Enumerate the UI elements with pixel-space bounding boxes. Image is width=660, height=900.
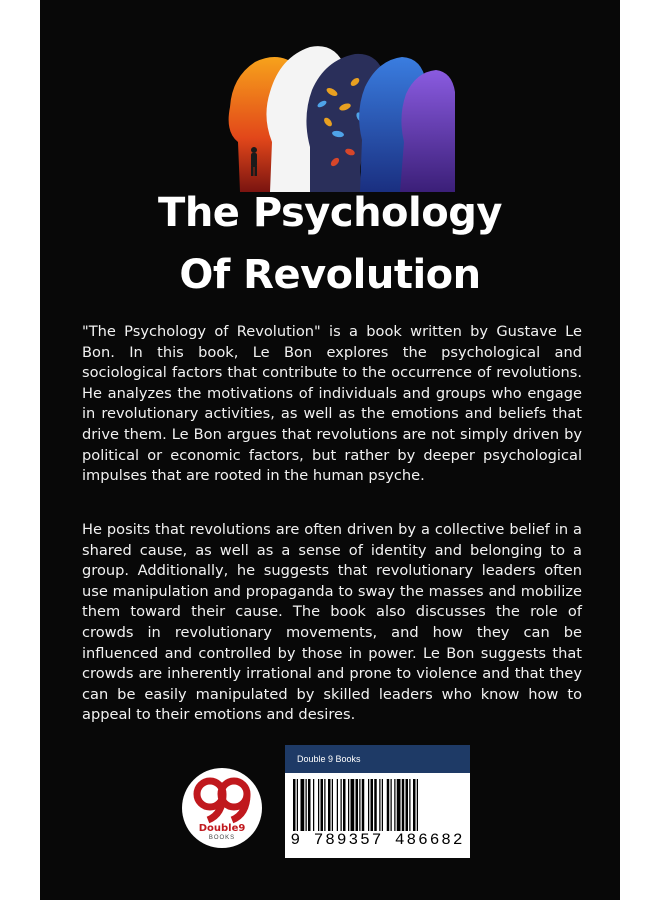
barcode-bar <box>359 779 360 831</box>
barcode-bar <box>362 779 365 831</box>
barcode-bar <box>313 779 314 831</box>
barcode-bar <box>324 779 325 831</box>
barcode-bar <box>328 779 331 831</box>
barcode-bar <box>321 779 324 831</box>
barcode-bar <box>374 779 377 831</box>
barcode-publisher-label: Double 9 Books <box>285 745 470 773</box>
barcode-bar <box>348 779 349 831</box>
isbn-number: 9 789357 486682 <box>290 831 465 849</box>
barcode-bar <box>409 779 410 831</box>
barcode-bar <box>368 779 369 831</box>
barcode-bar <box>406 779 409 831</box>
description-paragraph-1: "The Psychology of Revolution" is a book written by Gustave Le Bon. In this book, Le Bon explores the psychological and sociological factors that contribute to the occurrence of revolutions. He analyzes the motivations of individuals and groups who engage in revolutionary activities, as well as the emotions and beliefs that drive them. Le Bon argues that revolutions are not simply driven by political or economic factors, but rather by deeper psychological impulses that are rooted in the human psyche. <box>82 323 582 485</box>
barcode-bar <box>417 779 418 831</box>
barcode-bar <box>337 779 338 831</box>
barcode-bar <box>293 779 296 831</box>
barcode-bar <box>371 779 374 831</box>
description-paragraph-2: He posits that revolutions are often driven by a collective belief in a shared cause, as well as a sense of identity and belonging to a group. Additionally, he suggests that revolutionary leaders often use manipulation and propaganda to sway the masses and mobilize them toward their cause. The book also discusses the role of crowds in revolutionary movements, and how they can be influenced and controlled by those in power. Le Bon suggests that crowds are inherently irrational and prone to violence and that they can be easily manipulated by skilled leaders who know how to appeal to their emotions and desires. <box>82 521 582 724</box>
silhouette-artwork <box>210 22 455 192</box>
barcode-bar <box>413 779 416 831</box>
barcode-bar <box>397 779 401 831</box>
book-title-line-2: Of Revolution <box>179 252 481 298</box>
barcode-bar <box>306 779 307 831</box>
barcode-bar <box>308 779 311 831</box>
barcode-box <box>285 745 470 858</box>
barcode-bar <box>402 779 405 831</box>
barcode-bar <box>351 779 355 831</box>
back-cover <box>40 0 620 900</box>
publisher-logo <box>182 768 262 848</box>
barcode-bar <box>318 779 319 831</box>
barcode-bar <box>394 779 395 831</box>
barcode-bar <box>301 779 305 831</box>
book-title-line-1: The Psychology <box>158 190 502 236</box>
barcode-bar <box>382 779 383 831</box>
barcode-bar <box>343 779 346 831</box>
barcode-bar <box>332 779 333 831</box>
publisher-logo-wordmark: Double9 <box>198 823 246 834</box>
barcode-bar <box>379 779 380 831</box>
barcode-bars <box>293 779 453 831</box>
barcode-bar <box>356 779 359 831</box>
barcode-bar <box>391 779 392 831</box>
barcode-bar <box>387 779 390 831</box>
publisher-logo-subtext: BOOKS <box>208 835 236 841</box>
barcode-bar <box>297 779 298 831</box>
double-nine-icon <box>190 774 254 824</box>
barcode-bar <box>341 779 342 831</box>
